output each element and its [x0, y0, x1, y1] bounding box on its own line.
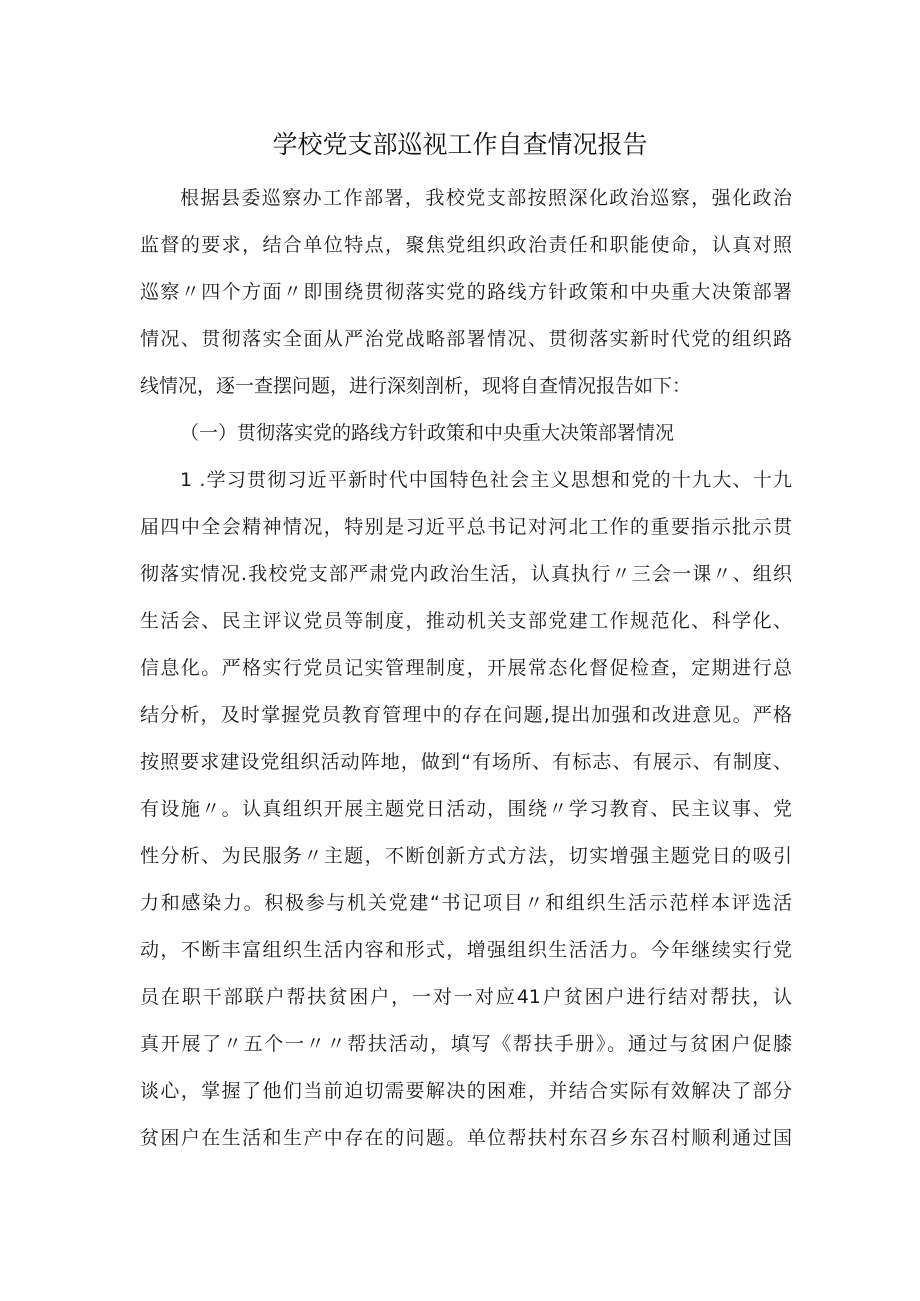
- document-title: 学校党支部巡视工作自查情况报告: [272, 130, 648, 159]
- paragraph-line: 贫困户在生活和生产中存在的问题。单位帮扶村东召乡东召村顺利通过国: [140, 1127, 792, 1149]
- document-body: [140, 175, 792, 1162]
- paragraph-line: 力和感染力。积极参与机关党建“书记项目〃和组织生活示范样本评选活: [140, 892, 792, 914]
- paragraph-line: 动，不断丰富组织生活内容和形式，增强组织生活活力。今年继续实行党: [140, 939, 792, 961]
- paragraph-line: 线情况，逐一查摆问题，进行深刻剖析，现将自查情况报告如下：: [140, 375, 692, 397]
- paragraph-line: 性分析、为民服务〃主题，不断创新方式方法，切实增强主题党日的吸引: [140, 845, 792, 867]
- paragraph-line: 按照要求建设党组织活动阵地，做到“有场所、有标志、有展示、有制度、: [140, 751, 792, 773]
- paragraph-line: 情况、贯彻落实全面从严治党战略部署情况、贯彻落实新时代党的组织路: [140, 328, 792, 350]
- paragraph-line: 谈心，掌握了他们当前迫切需要解决的困难，并结合实际有效解决了部分: [140, 1080, 792, 1102]
- paragraph-line: 真开展了〃五个一〃〃帮扶活动，填写《帮扶手册》。通过与贫困户促膝: [140, 1033, 792, 1055]
- paragraph-line: 生活会、民主评议党员等制度，推动机关支部党建工作规范化、科学化、: [140, 610, 792, 632]
- paragraph-line: 届四中全会精神情况，特别是习近平总书记对河北工作的重要指示批示贯: [140, 516, 792, 538]
- paragraph-line: 有设施〃。认真组织开展主题党日活动，围绕〃学习教育、民主议事、党: [140, 798, 792, 820]
- paragraph-line: 巡察〃四个方面〃即围绕贯彻落实党的路线方针政策和中央重大决策部署: [140, 281, 792, 303]
- paragraph-line: 员在职干部联户帮扶贫困户，一对一对应41户贫困户进行结对帮扶，认: [140, 986, 792, 1008]
- paragraph-line: 结分析，及时掌握党员教育管理中的存在问题,提出加强和改进意见。严格: [140, 704, 792, 726]
- paragraph-line: 监督的要求，结合单位特点，聚焦党组织政治责任和职能使命，认真对照: [140, 234, 792, 256]
- paragraph-line: 彻落实情况.我校党支部严肃党内政治生活，认真执行〃三会一课〃、组织: [140, 563, 792, 585]
- paragraph-line: 信息化。严格实行党员记实管理制度，开展常态化督促检查，定期进行总: [140, 657, 792, 679]
- paragraph-line: 1 .学习贯彻习近平新时代中国特色社会主义思想和党的十九大、十九: [180, 469, 792, 491]
- paragraph-line: 根据县委巡察办工作部署，我校党支部按照深化政治巡察，强化政治: [180, 187, 792, 209]
- section-heading: （一）贯彻落实党的路线方针政策和中央重大决策部署情况: [180, 422, 675, 444]
